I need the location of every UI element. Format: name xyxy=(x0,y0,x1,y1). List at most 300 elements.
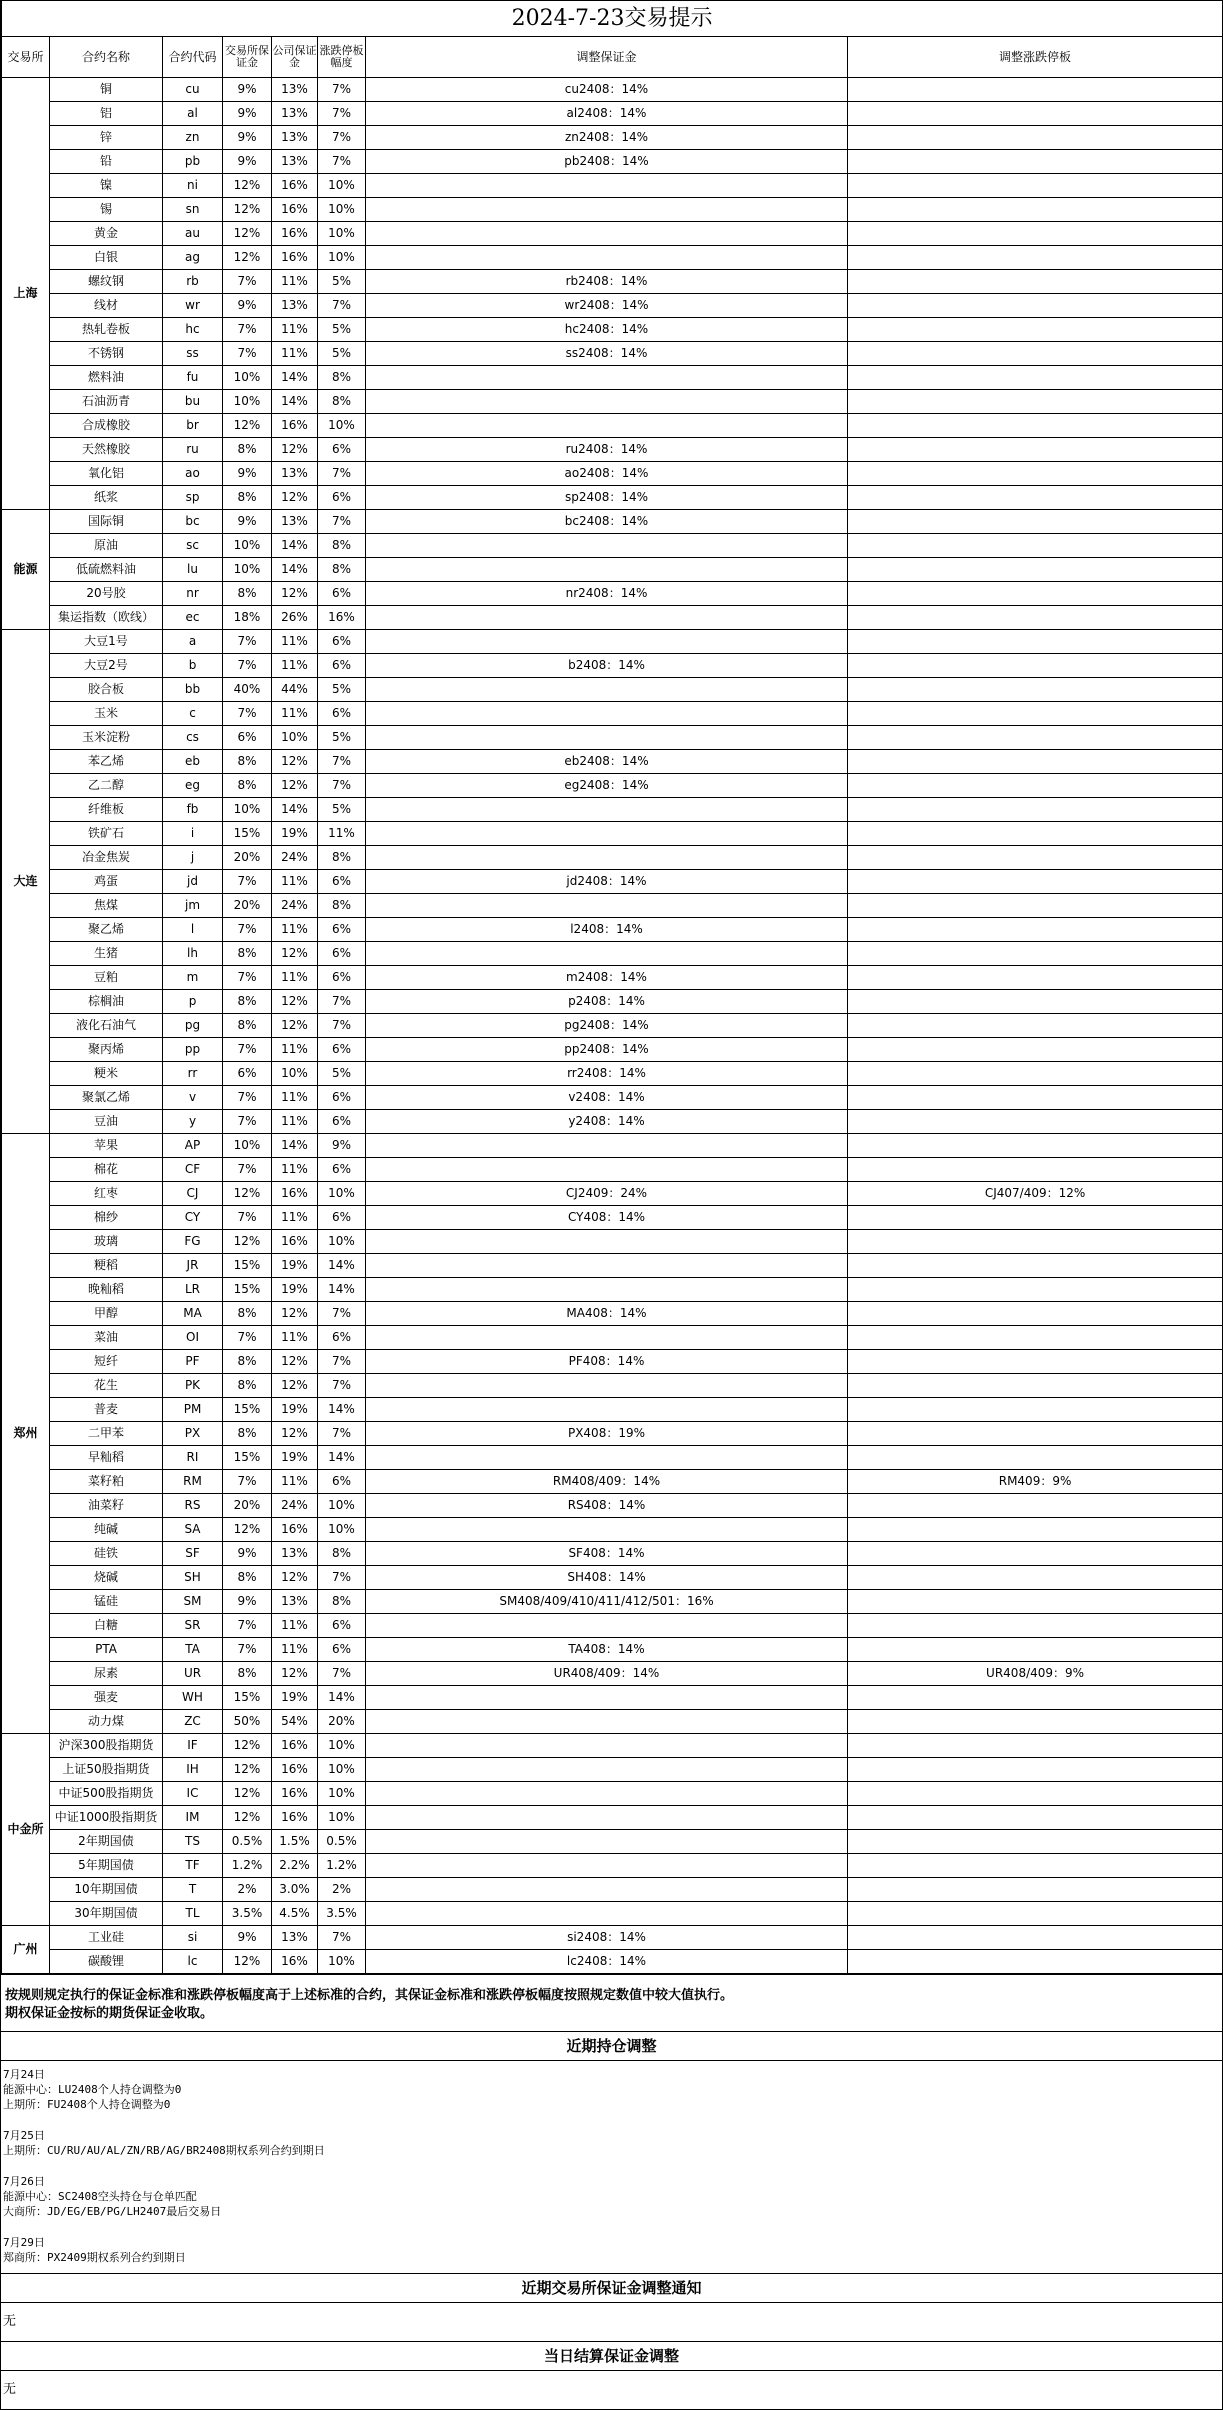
company-margin-cell: 24% xyxy=(272,894,318,918)
exchange-margin-cell: 9% xyxy=(223,462,272,486)
exchange-margin-cell: 20% xyxy=(223,1494,272,1518)
exchange-cell: 中金所 xyxy=(2,1734,50,1926)
adjusted-margin-cell: pg2408：14% xyxy=(366,1014,848,1038)
adjusted-margin-cell: PX408：19% xyxy=(366,1422,848,1446)
exchange-margin-cell: 12% xyxy=(223,414,272,438)
adjusted-margin-cell: ru2408：14% xyxy=(366,438,848,462)
price-limit-cell: 14% xyxy=(318,1686,366,1710)
price-limit-cell: 5% xyxy=(318,678,366,702)
contract-code-cell: FG xyxy=(163,1230,223,1254)
contract-name-cell: PTA xyxy=(50,1638,163,1662)
exchange-margin-cell: 10% xyxy=(223,558,272,582)
contract-name-cell: 玉米淀粉 xyxy=(50,726,163,750)
contract-code-cell: PM xyxy=(163,1398,223,1422)
adjusted-limit-cell xyxy=(848,1638,1223,1662)
header-adjusted-margin: 调整保证金 xyxy=(366,37,848,78)
contract-code-cell: IF xyxy=(163,1734,223,1758)
table-row xyxy=(2,270,1223,294)
exchange-margin-cell: 20% xyxy=(223,846,272,870)
price-limit-cell: 6% xyxy=(318,1038,366,1062)
contract-code-cell: au xyxy=(163,222,223,246)
exchange-margin-cell: 8% xyxy=(223,486,272,510)
contract-code-cell: bu xyxy=(163,390,223,414)
adjusted-limit-cell xyxy=(848,918,1223,942)
company-margin-cell: 1.5% xyxy=(272,1830,318,1854)
contract-code-cell: IH xyxy=(163,1758,223,1782)
table-row xyxy=(2,1758,1223,1782)
price-limit-cell: 2% xyxy=(318,1878,366,1902)
contract-name-cell: 菜油 xyxy=(50,1326,163,1350)
contract-code-cell: CJ xyxy=(163,1182,223,1206)
contract-code-cell: zn xyxy=(163,126,223,150)
company-margin-cell: 13% xyxy=(272,78,318,102)
contract-code-cell: m xyxy=(163,966,223,990)
table-row xyxy=(2,318,1223,342)
exchange-margin-cell: 12% xyxy=(223,1518,272,1542)
contract-code-cell: jd xyxy=(163,870,223,894)
contract-code-cell: CF xyxy=(163,1158,223,1182)
contract-name-cell: 棕榈油 xyxy=(50,990,163,1014)
contract-name-cell: 纯碱 xyxy=(50,1518,163,1542)
contract-name-cell: 集运指数（欧线） xyxy=(50,606,163,630)
table-row xyxy=(2,1230,1223,1254)
exchange-margin-cell: 40% xyxy=(223,678,272,702)
adjusted-limit-cell xyxy=(848,702,1223,726)
exchange-margin-cell: 10% xyxy=(223,366,272,390)
price-limit-cell: 7% xyxy=(318,102,366,126)
contract-name-cell: 石油沥青 xyxy=(50,390,163,414)
contract-code-cell: pb xyxy=(163,150,223,174)
price-limit-cell: 7% xyxy=(318,750,366,774)
adjusted-margin-cell: y2408：14% xyxy=(366,1110,848,1134)
contract-code-cell: TA xyxy=(163,1638,223,1662)
table-row xyxy=(2,1638,1223,1662)
company-margin-cell: 12% xyxy=(272,990,318,1014)
contract-code-cell: wr xyxy=(163,294,223,318)
price-limit-cell: 14% xyxy=(318,1446,366,1470)
rules-note-line: 按规则规定执行的保证金标准和涨跌停板幅度高于上述标准的合约，其保证金标准和涨跌停板幅度按照规定数值中较大值执行。 xyxy=(5,1988,734,2003)
contract-code-cell: SF xyxy=(163,1542,223,1566)
company-margin-cell: 24% xyxy=(272,1494,318,1518)
company-margin-cell: 11% xyxy=(272,318,318,342)
table-row xyxy=(2,1014,1223,1038)
contract-code-cell: pg xyxy=(163,1014,223,1038)
adjusted-limit-cell xyxy=(848,1518,1223,1542)
contract-code-cell: si xyxy=(163,1926,223,1950)
adjusted-margin-cell: eg2408：14% xyxy=(366,774,848,798)
table-row xyxy=(2,894,1223,918)
exchange-margin-cell: 7% xyxy=(223,1038,272,1062)
contract-code-cell: v xyxy=(163,1086,223,1110)
adjusted-margin-cell: bc2408：14% xyxy=(366,510,848,534)
adjusted-margin-cell xyxy=(366,942,848,966)
contract-name-cell: 热轧卷板 xyxy=(50,318,163,342)
contract-code-cell: y xyxy=(163,1110,223,1134)
table-row xyxy=(2,534,1223,558)
contract-name-cell: 铁矿石 xyxy=(50,822,163,846)
table-row xyxy=(2,1086,1223,1110)
contract-name-cell: 粳米 xyxy=(50,1062,163,1086)
company-margin-cell: 54% xyxy=(272,1710,318,1734)
adjusted-limit-cell: UR408/409：9% xyxy=(848,1662,1223,1686)
contract-name-cell: 菜籽粕 xyxy=(50,1470,163,1494)
position-adjust-line: 上期所：CU/RU/AU/AL/ZN/RB/AG/BR2408期权系列合约到期日 xyxy=(3,2144,325,2157)
table-row xyxy=(2,702,1223,726)
exchange-margin-cell: 15% xyxy=(223,822,272,846)
table-row xyxy=(2,1422,1223,1446)
company-margin-cell: 16% xyxy=(272,222,318,246)
company-margin-cell: 14% xyxy=(272,366,318,390)
contract-name-cell: 生猪 xyxy=(50,942,163,966)
contract-name-cell: 不锈钢 xyxy=(50,342,163,366)
adjusted-limit-cell xyxy=(848,966,1223,990)
contract-code-cell: ec xyxy=(163,606,223,630)
contract-name-cell: 铅 xyxy=(50,150,163,174)
contract-code-cell: MA xyxy=(163,1302,223,1326)
table-row xyxy=(2,366,1223,390)
adjusted-limit-cell xyxy=(848,894,1223,918)
contract-code-cell: ao xyxy=(163,462,223,486)
adjusted-limit-cell xyxy=(848,822,1223,846)
adjusted-margin-cell xyxy=(366,1398,848,1422)
company-margin-cell: 19% xyxy=(272,1254,318,1278)
contract-code-cell: lh xyxy=(163,942,223,966)
company-margin-cell: 10% xyxy=(272,1062,318,1086)
table-row xyxy=(2,606,1223,630)
exchange-margin-cell: 7% xyxy=(223,1638,272,1662)
price-limit-cell: 8% xyxy=(318,894,366,918)
adjusted-margin-cell: eb2408：14% xyxy=(366,750,848,774)
table-row xyxy=(2,1110,1223,1134)
price-limit-cell: 14% xyxy=(318,1254,366,1278)
position-adjust-date: 7月25日 xyxy=(3,2129,45,2142)
contract-code-cell: i xyxy=(163,822,223,846)
contract-code-cell: IC xyxy=(163,1782,223,1806)
exchange-margin-cell: 50% xyxy=(223,1710,272,1734)
table-row xyxy=(2,678,1223,702)
table-row xyxy=(2,174,1223,198)
adjusted-limit-cell xyxy=(848,1158,1223,1182)
adjusted-margin-cell xyxy=(366,198,848,222)
contract-code-cell: LR xyxy=(163,1278,223,1302)
table-row xyxy=(2,78,1223,102)
exchange-margin-cell: 12% xyxy=(223,246,272,270)
adjusted-margin-cell: p2408：14% xyxy=(366,990,848,1014)
contract-name-cell: 聚氯乙烯 xyxy=(50,1086,163,1110)
table-row xyxy=(2,966,1223,990)
contract-code-cell: JR xyxy=(163,1254,223,1278)
table-row xyxy=(2,1158,1223,1182)
price-limit-cell: 9% xyxy=(318,1134,366,1158)
company-margin-cell: 13% xyxy=(272,510,318,534)
company-margin-cell: 12% xyxy=(272,1014,318,1038)
contract-code-cell: bc xyxy=(163,510,223,534)
price-limit-cell: 10% xyxy=(318,198,366,222)
exchange-margin-cell: 15% xyxy=(223,1446,272,1470)
table-row xyxy=(2,1278,1223,1302)
exchange-margin-notice-body: 无 xyxy=(3,2314,17,2329)
price-limit-cell: 10% xyxy=(318,1182,366,1206)
table-row xyxy=(2,654,1223,678)
company-margin-cell: 4.5% xyxy=(272,1902,318,1926)
exchange-margin-cell: 9% xyxy=(223,1542,272,1566)
adjusted-limit-cell xyxy=(848,438,1223,462)
contract-name-cell: 普麦 xyxy=(50,1398,163,1422)
price-limit-cell: 5% xyxy=(318,342,366,366)
header-contract-name: 合约名称 xyxy=(50,37,163,78)
adjusted-limit-cell xyxy=(848,1422,1223,1446)
contract-name-cell: 原油 xyxy=(50,534,163,558)
contract-name-cell: 苯乙烯 xyxy=(50,750,163,774)
contract-code-cell: cs xyxy=(163,726,223,750)
contract-name-cell: 大豆2号 xyxy=(50,654,163,678)
contract-code-cell: SH xyxy=(163,1566,223,1590)
company-margin-cell: 14% xyxy=(272,390,318,414)
exchange-margin-cell: 15% xyxy=(223,1686,272,1710)
price-limit-cell: 6% xyxy=(318,1086,366,1110)
adjusted-limit-cell xyxy=(848,294,1223,318)
exchange-cell: 能源 xyxy=(2,510,50,630)
company-margin-cell: 11% xyxy=(272,1158,318,1182)
exchange-margin-cell: 8% xyxy=(223,1014,272,1038)
contract-name-cell: 天然橡胶 xyxy=(50,438,163,462)
contract-code-cell: bb xyxy=(163,678,223,702)
contract-name-cell: 白银 xyxy=(50,246,163,270)
contract-code-cell: fu xyxy=(163,366,223,390)
adjusted-limit-cell xyxy=(848,606,1223,630)
header-company-margin: 公司保证金 xyxy=(272,37,318,78)
price-limit-cell: 10% xyxy=(318,1950,366,1974)
adjusted-margin-cell xyxy=(366,222,848,246)
table-row xyxy=(2,1518,1223,1542)
table-row xyxy=(2,846,1223,870)
adjusted-margin-cell xyxy=(366,246,848,270)
adjusted-margin-cell: CY408：14% xyxy=(366,1206,848,1230)
exchange-margin-cell: 7% xyxy=(223,1086,272,1110)
exchange-cell: 大连 xyxy=(2,630,50,1134)
exchange-margin-cell: 15% xyxy=(223,1278,272,1302)
adjusted-margin-cell xyxy=(366,798,848,822)
company-margin-cell: 11% xyxy=(272,270,318,294)
contract-name-cell: 粳稻 xyxy=(50,1254,163,1278)
table-header-row xyxy=(2,37,1223,78)
adjusted-limit-cell xyxy=(848,102,1223,126)
table-row xyxy=(2,558,1223,582)
table-row xyxy=(2,774,1223,798)
contract-name-cell: 动力煤 xyxy=(50,1710,163,1734)
adjusted-limit-cell xyxy=(848,558,1223,582)
exchange-margin-cell: 1.2% xyxy=(223,1854,272,1878)
contract-name-cell: 鸡蛋 xyxy=(50,870,163,894)
position-adjust-block xyxy=(3,2067,1220,2112)
position-adjust-date: 7月26日 xyxy=(3,2175,45,2188)
contract-code-cell: TL xyxy=(163,1902,223,1926)
adjusted-limit-cell xyxy=(848,1782,1223,1806)
adjusted-margin-cell: cu2408：14% xyxy=(366,78,848,102)
adjusted-limit-cell xyxy=(848,1134,1223,1158)
price-limit-cell: 6% xyxy=(318,438,366,462)
contract-name-cell: 二甲苯 xyxy=(50,1422,163,1446)
contract-name-cell: 黄金 xyxy=(50,222,163,246)
position-adjust-body xyxy=(1,2061,1222,2273)
adjusted-margin-cell xyxy=(366,390,848,414)
price-limit-cell: 8% xyxy=(318,1542,366,1566)
margin-table xyxy=(1,0,1223,1974)
price-limit-cell: 10% xyxy=(318,1734,366,1758)
adjusted-limit-cell xyxy=(848,750,1223,774)
adjusted-margin-cell: RS408：14% xyxy=(366,1494,848,1518)
contract-code-cell: TS xyxy=(163,1830,223,1854)
adjusted-margin-cell: b2408：14% xyxy=(366,654,848,678)
table-row xyxy=(2,1782,1223,1806)
adjusted-margin-cell: lc2408：14% xyxy=(366,1950,848,1974)
contract-code-cell: eg xyxy=(163,774,223,798)
price-limit-cell: 1.2% xyxy=(318,1854,366,1878)
exchange-margin-cell: 2% xyxy=(223,1878,272,1902)
company-margin-cell: 13% xyxy=(272,126,318,150)
table-row xyxy=(2,630,1223,654)
exchange-margin-cell: 7% xyxy=(223,1326,272,1350)
contract-code-cell: br xyxy=(163,414,223,438)
table-row xyxy=(2,1494,1223,1518)
price-limit-cell: 10% xyxy=(318,1230,366,1254)
adjusted-margin-cell xyxy=(366,1326,848,1350)
company-margin-cell: 11% xyxy=(272,1206,318,1230)
table-row xyxy=(2,462,1223,486)
table-row xyxy=(2,390,1223,414)
price-limit-cell: 8% xyxy=(318,846,366,870)
adjusted-limit-cell xyxy=(848,534,1223,558)
company-margin-cell: 44% xyxy=(272,678,318,702)
contract-name-cell: 豆油 xyxy=(50,1110,163,1134)
price-limit-cell: 8% xyxy=(318,1590,366,1614)
company-margin-cell: 12% xyxy=(272,582,318,606)
company-margin-cell: 16% xyxy=(272,1518,318,1542)
contract-code-cell: T xyxy=(163,1878,223,1902)
contract-name-cell: 乙二醇 xyxy=(50,774,163,798)
company-margin-cell: 11% xyxy=(272,1614,318,1638)
contract-name-cell: 短纤 xyxy=(50,1350,163,1374)
contract-name-cell: 5年期国债 xyxy=(50,1854,163,1878)
contract-name-cell: 国际铜 xyxy=(50,510,163,534)
adjusted-limit-cell xyxy=(848,678,1223,702)
adjusted-margin-cell xyxy=(366,366,848,390)
adjusted-margin-cell xyxy=(366,702,848,726)
exchange-margin-cell: 6% xyxy=(223,726,272,750)
contract-name-cell: 2年期国债 xyxy=(50,1830,163,1854)
table-row xyxy=(2,1926,1223,1950)
company-margin-cell: 11% xyxy=(272,1110,318,1134)
header-exchange: 交易所 xyxy=(2,37,50,78)
contract-name-cell: 镍 xyxy=(50,174,163,198)
adjusted-margin-cell: PF408：14% xyxy=(366,1350,848,1374)
table-row xyxy=(2,1182,1223,1206)
contract-name-cell: 红枣 xyxy=(50,1182,163,1206)
contract-code-cell: fb xyxy=(163,798,223,822)
adjusted-margin-cell xyxy=(366,630,848,654)
price-limit-cell: 10% xyxy=(318,414,366,438)
exchange-margin-cell: 8% xyxy=(223,1374,272,1398)
contract-name-cell: 豆粕 xyxy=(50,966,163,990)
adjusted-margin-cell xyxy=(366,1686,848,1710)
table-row xyxy=(2,1446,1223,1470)
table-row xyxy=(2,798,1223,822)
price-limit-cell: 10% xyxy=(318,1494,366,1518)
contract-code-cell: RI xyxy=(163,1446,223,1470)
exchange-margin-cell: 7% xyxy=(223,1614,272,1638)
company-margin-cell: 19% xyxy=(272,1446,318,1470)
company-margin-cell: 16% xyxy=(272,1758,318,1782)
company-margin-cell: 16% xyxy=(272,1734,318,1758)
exchange-margin-cell: 10% xyxy=(223,1134,272,1158)
company-margin-cell: 12% xyxy=(272,1422,318,1446)
company-margin-cell: 12% xyxy=(272,438,318,462)
adjusted-limit-cell xyxy=(848,1590,1223,1614)
adjusted-limit-cell xyxy=(848,1710,1223,1734)
table-row xyxy=(2,750,1223,774)
exchange-margin-cell: 7% xyxy=(223,918,272,942)
adjusted-limit-cell xyxy=(848,1734,1223,1758)
table-row xyxy=(2,150,1223,174)
contract-name-cell: 玉米 xyxy=(50,702,163,726)
adjusted-margin-cell: pb2408：14% xyxy=(366,150,848,174)
company-margin-cell: 11% xyxy=(272,654,318,678)
table-row xyxy=(2,294,1223,318)
company-margin-cell: 16% xyxy=(272,1806,318,1830)
contract-name-cell: 白糖 xyxy=(50,1614,163,1638)
contract-code-cell: nr xyxy=(163,582,223,606)
contract-name-cell: 棉纱 xyxy=(50,1206,163,1230)
exchange-margin-cell: 7% xyxy=(223,630,272,654)
company-margin-cell: 16% xyxy=(272,174,318,198)
contract-code-cell: p xyxy=(163,990,223,1014)
contract-code-cell: OI xyxy=(163,1326,223,1350)
adjusted-margin-cell: hc2408：14% xyxy=(366,318,848,342)
price-limit-cell: 6% xyxy=(318,1158,366,1182)
table-row xyxy=(2,1662,1223,1686)
company-margin-cell: 16% xyxy=(272,246,318,270)
adjusted-limit-cell xyxy=(848,390,1223,414)
adjusted-margin-cell xyxy=(366,846,848,870)
exchange-margin-cell: 20% xyxy=(223,894,272,918)
table-row xyxy=(2,1542,1223,1566)
table-row xyxy=(2,486,1223,510)
price-limit-cell: 6% xyxy=(318,1110,366,1134)
company-margin-cell: 11% xyxy=(272,342,318,366)
company-margin-cell: 19% xyxy=(272,1686,318,1710)
contract-code-cell: SM xyxy=(163,1590,223,1614)
company-margin-cell: 12% xyxy=(272,1662,318,1686)
price-limit-cell: 0.5% xyxy=(318,1830,366,1854)
contract-code-cell: RS xyxy=(163,1494,223,1518)
adjusted-margin-cell xyxy=(366,1158,848,1182)
price-limit-cell: 3.5% xyxy=(318,1902,366,1926)
adjusted-margin-cell xyxy=(366,1134,848,1158)
adjusted-limit-cell xyxy=(848,198,1223,222)
company-margin-cell: 19% xyxy=(272,822,318,846)
header-price-limit: 涨跌停板幅度 xyxy=(318,37,366,78)
company-margin-cell: 11% xyxy=(272,1038,318,1062)
price-limit-cell: 8% xyxy=(318,366,366,390)
adjusted-limit-cell xyxy=(848,174,1223,198)
adjusted-margin-cell xyxy=(366,1374,848,1398)
price-limit-cell: 6% xyxy=(318,582,366,606)
contract-code-cell: RM xyxy=(163,1470,223,1494)
adjusted-limit-cell xyxy=(848,774,1223,798)
adjusted-limit-cell xyxy=(848,990,1223,1014)
rules-note xyxy=(1,1974,1222,2031)
adjusted-margin-cell xyxy=(366,174,848,198)
